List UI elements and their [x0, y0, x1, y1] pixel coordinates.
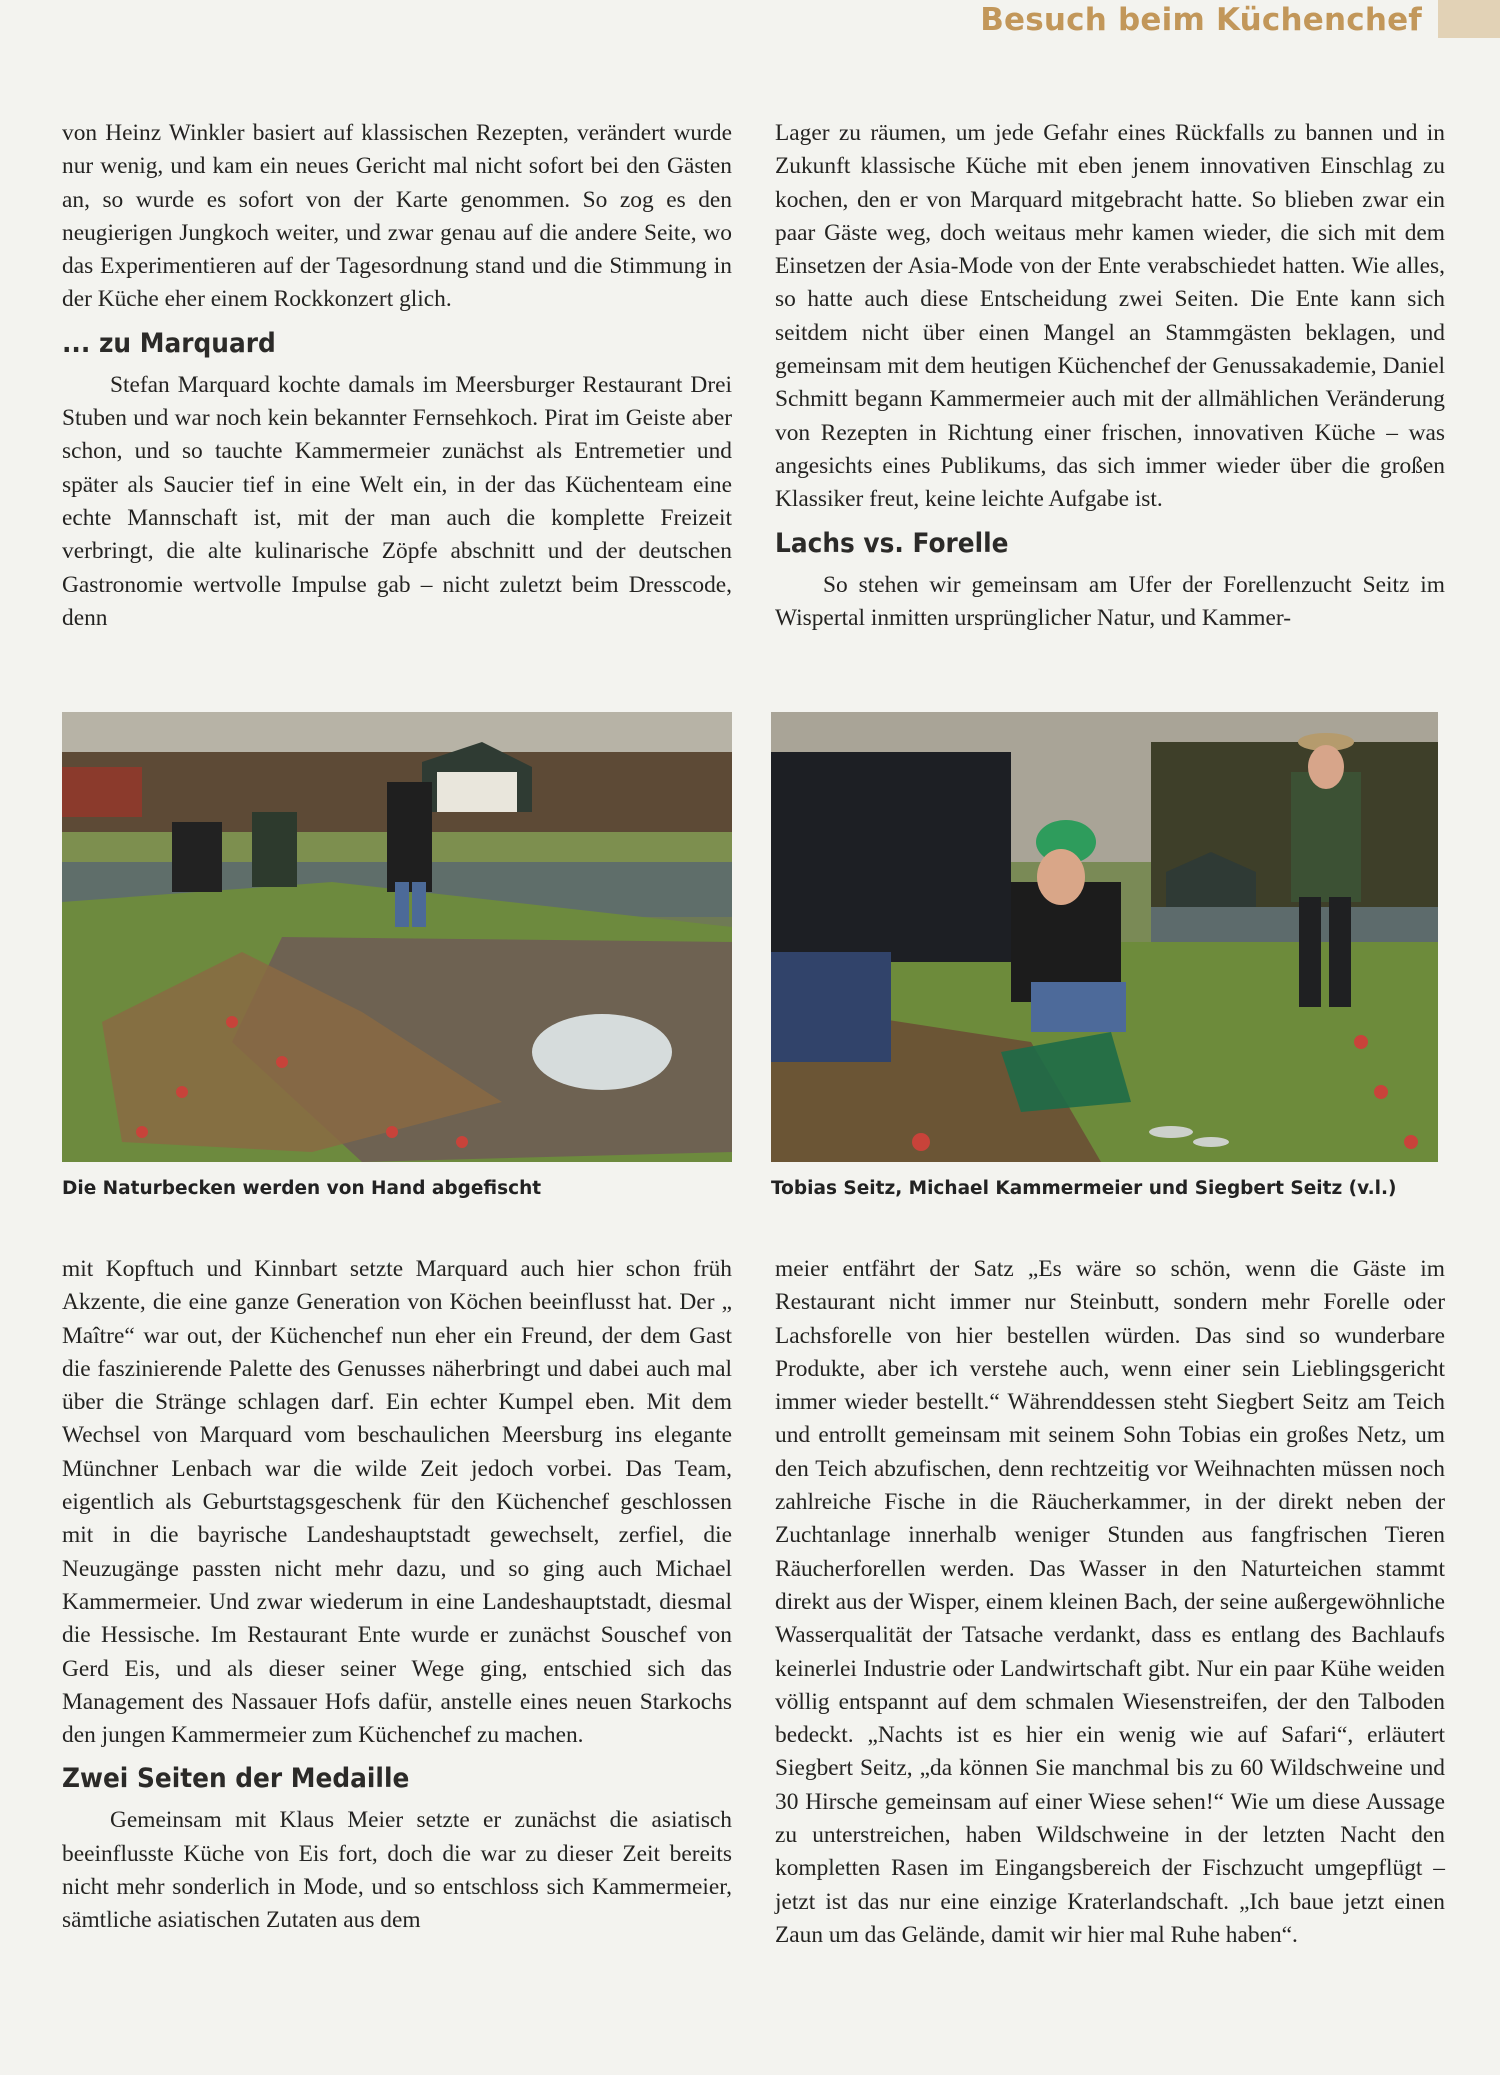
photo-three-men-with-net	[771, 712, 1438, 1162]
column-top-right	[775, 117, 1445, 635]
column-top-left	[62, 117, 732, 635]
photo-caption: Die Naturbecken werden von Hand abgefischt	[62, 1178, 542, 1199]
photo-fishing-pond-image	[62, 712, 732, 1162]
paragraph: meier entfährt der Satz „Es wäre so schön, wenn die Gäste im Restaurant nicht immer nur Steinbutt, sondern mehr Forelle oder Lachsforelle von hier bestellen würden. Das sind so wunderbare Produkte, aber ich verstehe auch, wenn einer sein Lieblingsgericht immer wieder bestellt.“ Währenddessen steht Siegbert Seitz am Teich und entrollt gemeinsam mit seinem Sohn Tobias ein großes Netz, um den Teich abzufischen, denn rechtzeitig vor Weihnachten müssen noch zahlreiche Fische in die Räucherkammer, in der direkt neben der Zuchtanlage innerhalb weniger Stunden aus fangfrischen Tieren Räucherforellen werden. Das Wasser in den Naturteichen stammt direkt aus der Wisper, einem kleinen Bach, der seine außergewöhnliche Wasserqualität der Tatsache verdankt, dass es entlang des Bachlaufs keinerlei Industrie oder Landwirtschaft gibt. Nur ein paar Kühe weiden völlig entspannt auf dem schmalen Wiesenstreifen, der den Talboden bedeckt. „Nachts ist es hier ein wenig wie auf Safari“, erläutert Siegbert Seitz, „da können Sie manchmal bis zu 60 Wildschweine und 30 Hirsche gemeinsam auf einer Wiese sehen!“ Wie um diese Aussage zu unterstreichen, haben Wildschweine in der letzten Nacht den kompletten Rasen im Eingangsbereich der Fischzucht umgepflügt – jetzt ist das nur eine einzige Kraterlandschaft. „Ich baue jetzt einen Zaun um das Gelände, damit wir hier mal Ruhe haben“.	[775, 1256, 1445, 1948]
subheading: Lachs vs. Forelle	[775, 527, 1009, 559]
section-tab	[1438, 0, 1500, 38]
paragraph: Gemeinsam mit Klaus Meier setzte er zunächst die asiatisch beeinflusste Küche von Eis fort, doch die war zu dieser Zeit bereits nicht mehr sonderlich in Mode, und so entschloss sich Kammermeier, sämtliche asiatischen Zutaten aus dem	[62, 1807, 732, 1934]
column-bottom-left	[62, 1253, 732, 1938]
photo-fishing-pond	[62, 712, 732, 1162]
photo-caption: Tobias Seitz, Michael Kammermeier und Siegbert Seitz (v.l.)	[771, 1178, 1397, 1199]
paragraph: So stehen wir gemeinsam am Ufer der Forellenzucht Seitz im Wispertal inmitten ursprünglicher Natur, und Kammer-	[775, 571, 1445, 631]
section-title: Besuch beim Küchenchef	[980, 2, 1422, 38]
paragraph: Stefan Marquard kochte damals im Meersburger Restaurant Drei Stuben und war noch kein bekannter Fernsehkoch. Pirat im Geiste aber schon, und so tauchte Kammermeier zunächst als Entremetier und später als Saucier tief in eine Welt ein, in der das Küchenteam eine echte Mannschaft ist, mit der man auch die komplette Freizeit verbringt, die alte kulinarische Zöpfe abschnitt und der deutschen Gastronomie wertvolle Impulse gab – nicht zuletzt beim Dresscode, denn	[62, 371, 732, 631]
paragraph: von Heinz Winkler basiert auf klassischen Rezepten, verändert wurde nur wenig, und kam ein neues Gericht mal nicht sofort bei den Gästen an, so wurde es sofort von der Karte genommen. So zog es den neugierigen Jungkoch weiter, und zwar genau auf die andere Seite, wo das Experimentieren auf der Tagesordnung stand und die Stimmung in der Küche eher einem Rockkonzert glich.	[62, 120, 732, 313]
column-bottom-right	[775, 1253, 1445, 1952]
subheading: Zwei Seiten der Medaille	[62, 1763, 410, 1795]
subheading: ... zu Marquard	[62, 327, 276, 359]
paragraph: Lager zu räumen, um jede Gefahr eines Rückfalls zu bannen und in Zukunft klassische Küche mit eben jenem innovativen Einschlag zu kochen, den er von Marquard mitgebracht hatte. So blieben zwar ein paar Gäste weg, doch weitaus mehr kamen wieder, die sich mit dem Einsetzen der Asia-Mode von der Ente verabschiedet hatten. Wie alles, so hatte auch diese Entscheidung zwei Seiten. Die Ente kann sich seitdem nicht über einen Mangel an Stammgästen beklagen, und gemeinsam mit dem heutigen Küchenchef der Genussakademie, Daniel Schmitt begann Kammermeier auch mit der allmählichen Veränderung von Rezepten in Richtung einer frischen, innovativen Küche – was angesichts eines Publikums, das sich immer wieder über die großen Klassiker freut, keine leichte Aufgabe ist.	[775, 120, 1445, 513]
page-header	[0, 0, 1500, 46]
photo-three-men-image	[771, 712, 1438, 1162]
paragraph: mit Kopftuch und Kinnbart setzte Marquard auch hier schon früh Akzente, die eine ganze Generation von Köchen beeinflusst hat. Der „ Maître“ war out, der Küchenchef nun eher ein Freund, der dem Gast die faszinierende Palette des Genusses näherbringt und dabei auch mal über die Stränge schlagen darf. Ein echter Kumpel eben. Mit dem Wechsel von Marquard vom beschaulichen Meersburg ins elegante Münchner Lenbach war die wilde Zeit jedoch vorbei. Das Team, eigentlich als Geburtstagsgeschenk für den Küchenchef geschlossen mit in die bayrische Landeshauptstadt gewechselt, zerfiel, die Neuzugänge passten nicht mehr dazu, und so ging auch Michael Kammermeier. Und zwar wiederum in eine Landeshauptstadt, diesmal die Hessische. Im Restaurant Ente wurde er zunächst Souschef von Gerd Eis, und als dieser seiner Wege ging, entschied sich das Management des Nassauer Hofs dafür, anstelle eines neuen Starkochs den jungen Kammermeier zum Küchenchef zu machen.	[62, 1256, 732, 1749]
